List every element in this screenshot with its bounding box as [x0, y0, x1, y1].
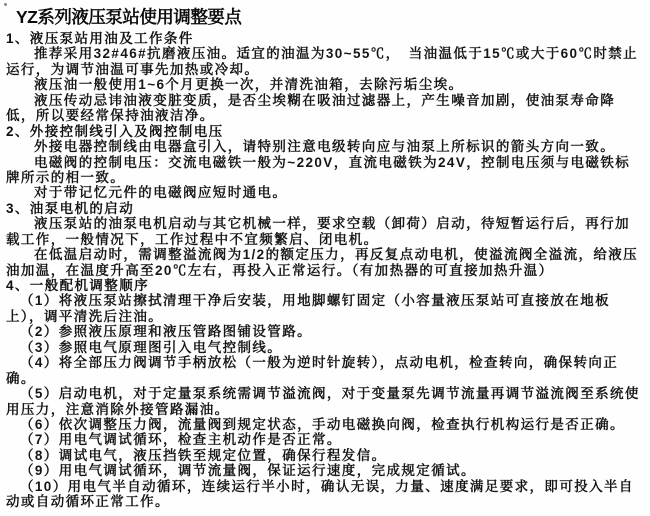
doc-line: 4、一般配机调整顺序 [6, 278, 150, 293]
doc-line: （3）参照电气原理图引入电气控制线。 [20, 339, 283, 355]
doc-line: 运行，为调节油温可事先加热或冷却。 [6, 61, 260, 77]
doc-line: 在低温启动时，需调整溢流阀为1/2的额定压力，再反复点动电机，使溢流阀全溢流，给液压 [34, 247, 639, 263]
doc-line: 外接电器控制线由电器盒引入，请特别注意电级转向应与油泵上所标识的箭头方向一致。 [34, 139, 616, 155]
doc-line: （9）用电气调试循环，调节流量阀，保证运行速度，完成规定循试。 [20, 463, 476, 479]
document-title: YZ系列液压泵站使用调整要点 [16, 7, 242, 27]
scan-artifact-dot [4, 3, 7, 6]
doc-line: （6）依次调整压力阀，流量阀到规定状态，手动电磁换向阀，检查执行机构运行是否正确。 [20, 416, 625, 432]
doc-line: 低，所以要经常保持油液洁净。 [6, 108, 215, 124]
doc-line: 2、外接控制线引入及阀控制电压 [6, 123, 224, 139]
doc-line: （10）用电气半自动循环，连续运行半小时，确认无误，力量、速度满足要求，即可投入半自 [20, 478, 634, 494]
doc-line: 牌所示的相一致。 [6, 169, 126, 185]
doc-line: 液压泵站的油泵电机启动与其它机械一样，要求空载（卸荷）启动，待短暂运行后，再行加 [34, 216, 630, 232]
doc-line: 载工作，一般情况下，工作过程中不宜频繁启、闭电机。 [6, 231, 379, 247]
doc-line: 推荐采用32#46#抗磨液压油。适宜的油温为30~55℃， 当油温低于15℃或大于60℃时禁止 [34, 46, 639, 62]
doc-line: （4）将全部压力阀调节手柄放松（一般为逆时针旋转），点动电机，检查转向，确保转向正 [20, 355, 619, 371]
doc-line: （8）调试电气，液压挡铁至规定位置，确保行程发信。 [20, 447, 387, 463]
doc-line: （7）用电气调试循环，检查主机动作是否正常。 [20, 432, 342, 448]
document-body [6, 31, 650, 510]
doc-line: 对于带记忆元件的电磁阀应短时通电。 [34, 185, 288, 201]
doc-line: 用压力，注意消除外接管路漏油。 [6, 401, 230, 417]
doc-line: 液压油一般使用1~6个月更换一次，并清洗油箱，去除污垢尘埃。 [34, 77, 464, 93]
doc-line: 3、油泵电机的启动 [6, 200, 135, 216]
doc-line: （2）参照液压原理和液压管路图铺设管路。 [20, 324, 313, 340]
doc-line: 上），调平清洗后注油。 [6, 308, 164, 324]
doc-line: 液压传动忌讳油液变脏变质，是否尘埃糊在吸油过滤器上，产生噪音加剧，使油泵寿命降 [34, 92, 616, 108]
doc-line: 确。 [6, 370, 36, 386]
doc-line: （1）将液压泵站擦拭清理干净后安装，用地脚螺钉固定（小容量液压泵站可直接放在地板 [20, 293, 611, 309]
doc-line: 动或自动循环正常工作。 [6, 494, 170, 510]
doc-line: 油加温，在温度升高至20℃左右，再投入正常运行。（有加热器的可直接加热升温） [6, 262, 554, 278]
doc-line: （5）启动电机，对于定量泵系统需调节溢流阀，对于变量泵先调节流量再调节溢流阀至系统使 [20, 386, 640, 402]
doc-line: 1、液压泵站用油及工作条件 [6, 31, 194, 46]
doc-line: 电磁阀的控制电压：交流电磁铁一般为~220V，直流电磁铁为24V，控制电压须与电磁铁标 [34, 154, 631, 170]
